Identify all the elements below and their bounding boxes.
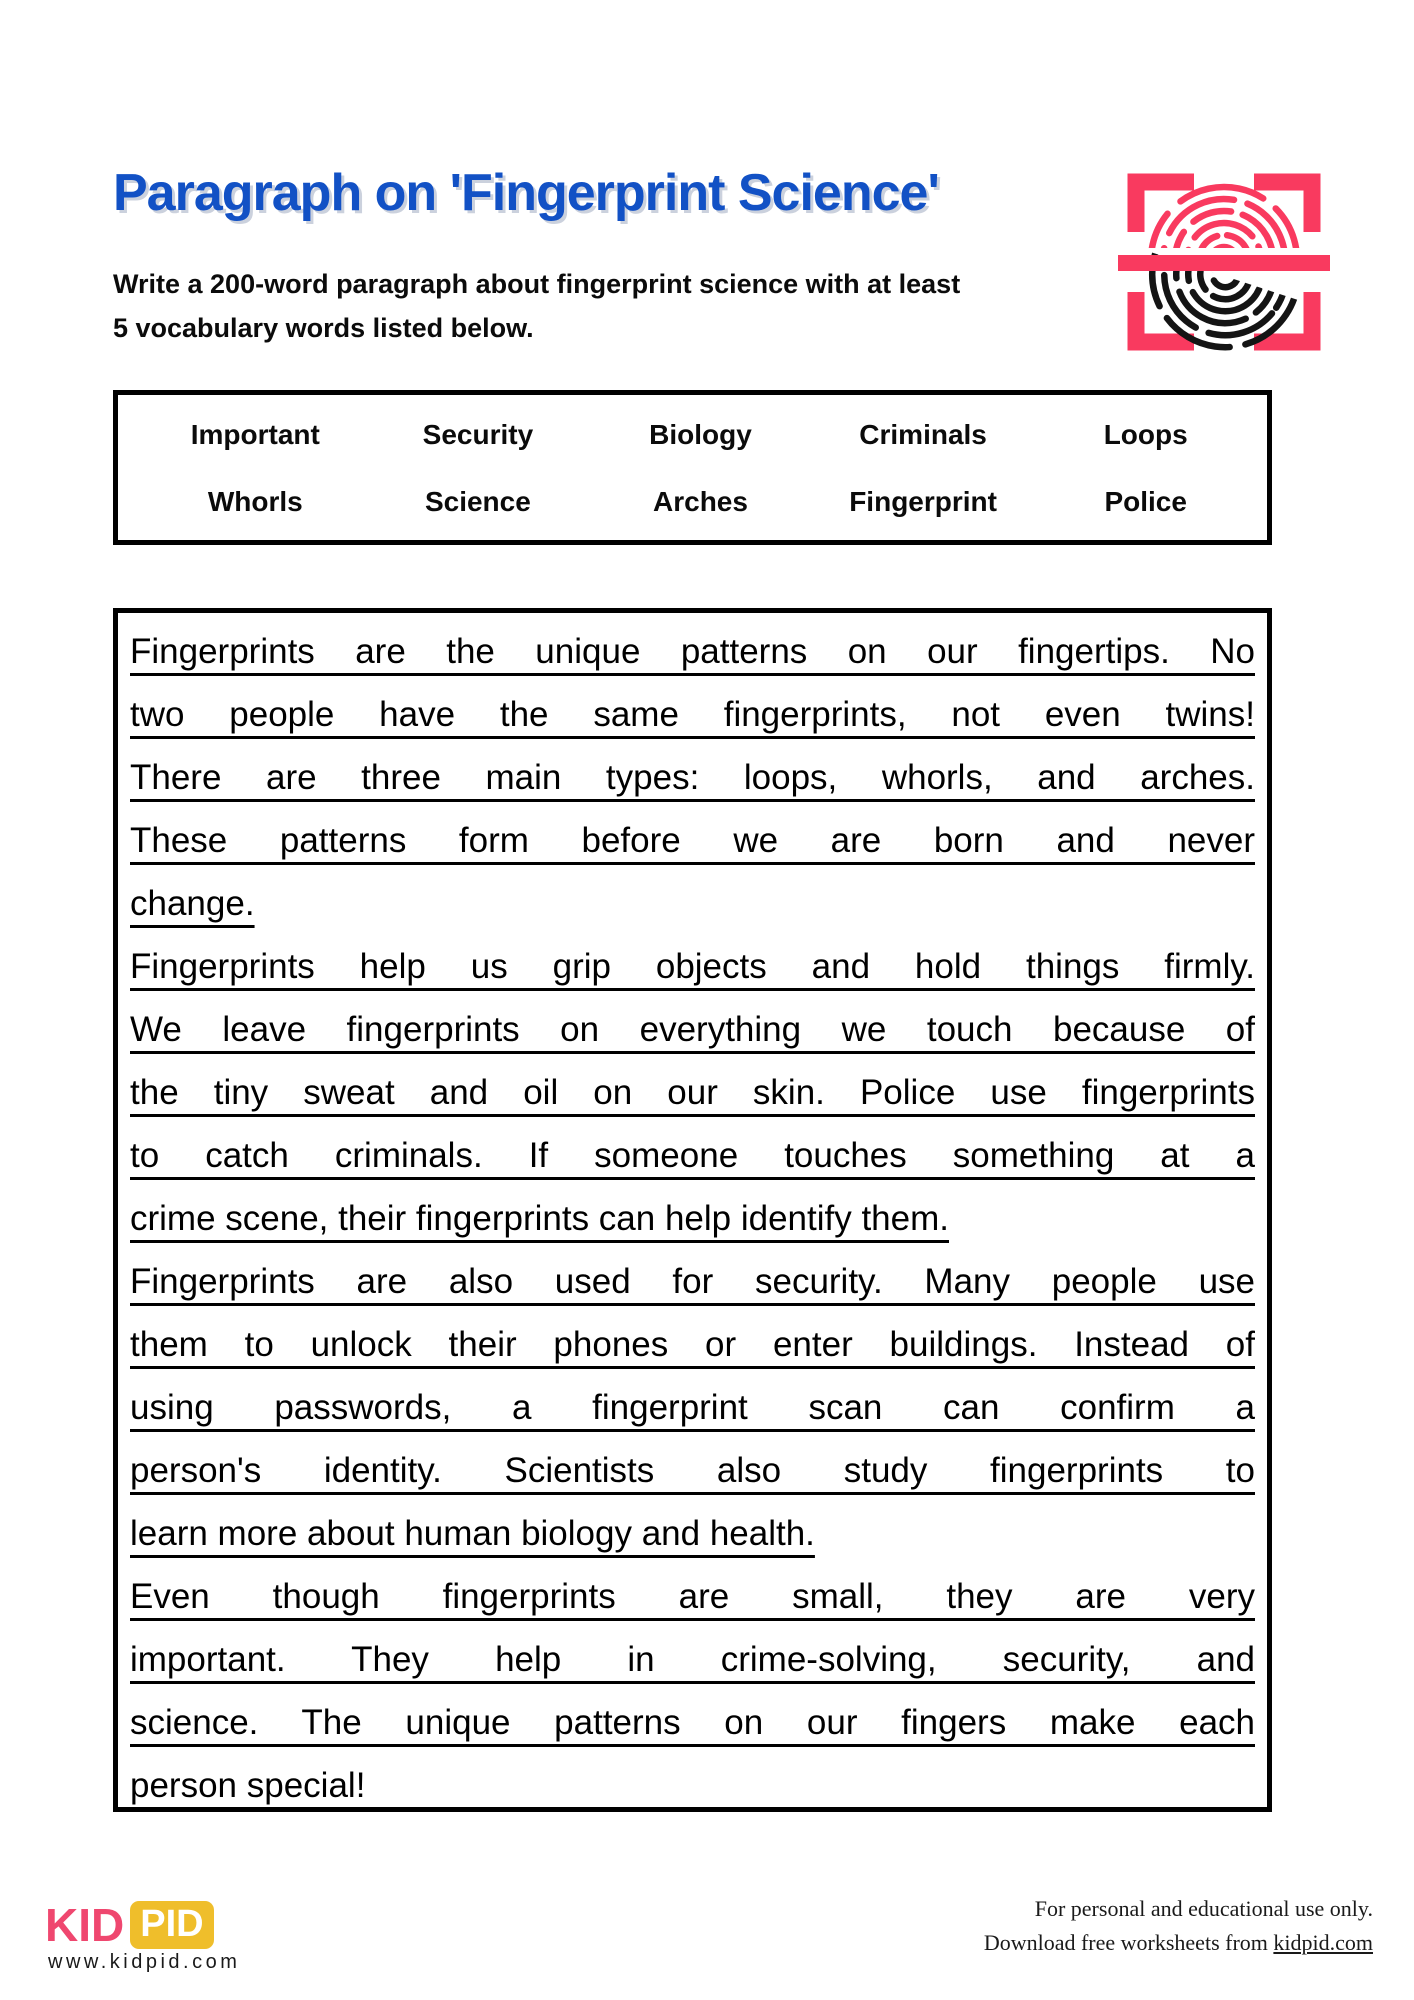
usage-note — [773, 1892, 1373, 1960]
usage-note-line1: For personal and educational use only. — [1034, 1896, 1373, 1921]
answer-line: the tiny sweat and oil on our skin. Police use fingerprints — [130, 1073, 1255, 1112]
usage-note-line2 — [773, 1926, 1373, 1960]
fingerprint-scan-icon — [1118, 156, 1330, 368]
answer-line: learn more about human biology and health. — [130, 1514, 815, 1553]
vocab-word: Whorls — [207, 486, 303, 518]
answer-line: important. They help in crime-solving, security, and — [130, 1640, 1255, 1679]
vocab-word: Criminals — [859, 418, 987, 450]
page-title: Paragraph on 'Fingerprint Science' — [113, 164, 939, 222]
page-subtitle-line2: 5 vocabulary words listed below. — [113, 313, 534, 343]
usage-note-line2-prefix: Download free worksheets from — [983, 1930, 1274, 1955]
answer-line: person's identity. Scientists also study fingerprints to — [130, 1451, 1255, 1490]
kidpid-logo — [45, 1898, 214, 1952]
answer-line: There are three main types: loops, whorls, and arches. — [130, 758, 1255, 797]
answer-line: using passwords, a fingerprint scan can confirm a — [130, 1388, 1255, 1427]
answer-line: Fingerprints are also used for security. Many people use — [130, 1262, 1255, 1301]
vocab-word: Arches — [653, 486, 748, 518]
answer-line: change. — [130, 884, 255, 923]
vocab-word: Loops — [1103, 418, 1188, 450]
page-subtitle-line1: Write a 200-word paragraph about fingerprint science with at least — [113, 269, 961, 299]
answer-line: crime scene, their fingerprints can help identify them. — [130, 1199, 949, 1238]
answer-line: to catch criminals. If someone touches something at a — [130, 1136, 1255, 1175]
answer-line: two people have the same fingerprints, not even twins! — [130, 695, 1255, 734]
vocab-word: Biology — [649, 418, 752, 450]
logo-pid-badge: PID — [130, 1901, 213, 1949]
answer-line: Fingerprints help us grip objects and hold things firmly. — [130, 947, 1255, 986]
answer-line: Fingerprints are the unique patterns on our fingertips. No — [130, 632, 1255, 671]
vocab-word: Fingerprint — [849, 486, 997, 518]
answer-line: person special! — [130, 1766, 366, 1805]
answer-line: These patterns form before we are born and never — [130, 821, 1255, 860]
vocab-word: Security — [422, 418, 534, 450]
vocab-word: Important — [190, 418, 320, 450]
kidpid-link[interactable]: kidpid.com — [1273, 1930, 1373, 1955]
scan-bar — [1118, 255, 1330, 271]
answer-line: science. The unique patterns on our fingers make each — [130, 1703, 1255, 1742]
logo-kid-text: KID — [45, 1899, 125, 1951]
answer-line: them to unlock their phones or enter buildings. Instead of — [130, 1325, 1255, 1364]
answer-box — [113, 608, 1272, 1812]
vocab-word: Science — [424, 486, 531, 518]
vocabulary-box — [113, 390, 1272, 545]
site-url: www.kidpid.com — [48, 1951, 241, 1973]
answer-line: We leave fingerprints on everything we touch because of — [130, 1010, 1255, 1049]
vocab-word: Police — [1104, 486, 1187, 518]
answer-line: Even though fingerprints are small, they are very — [130, 1577, 1255, 1616]
page-subtitle — [113, 262, 1113, 350]
